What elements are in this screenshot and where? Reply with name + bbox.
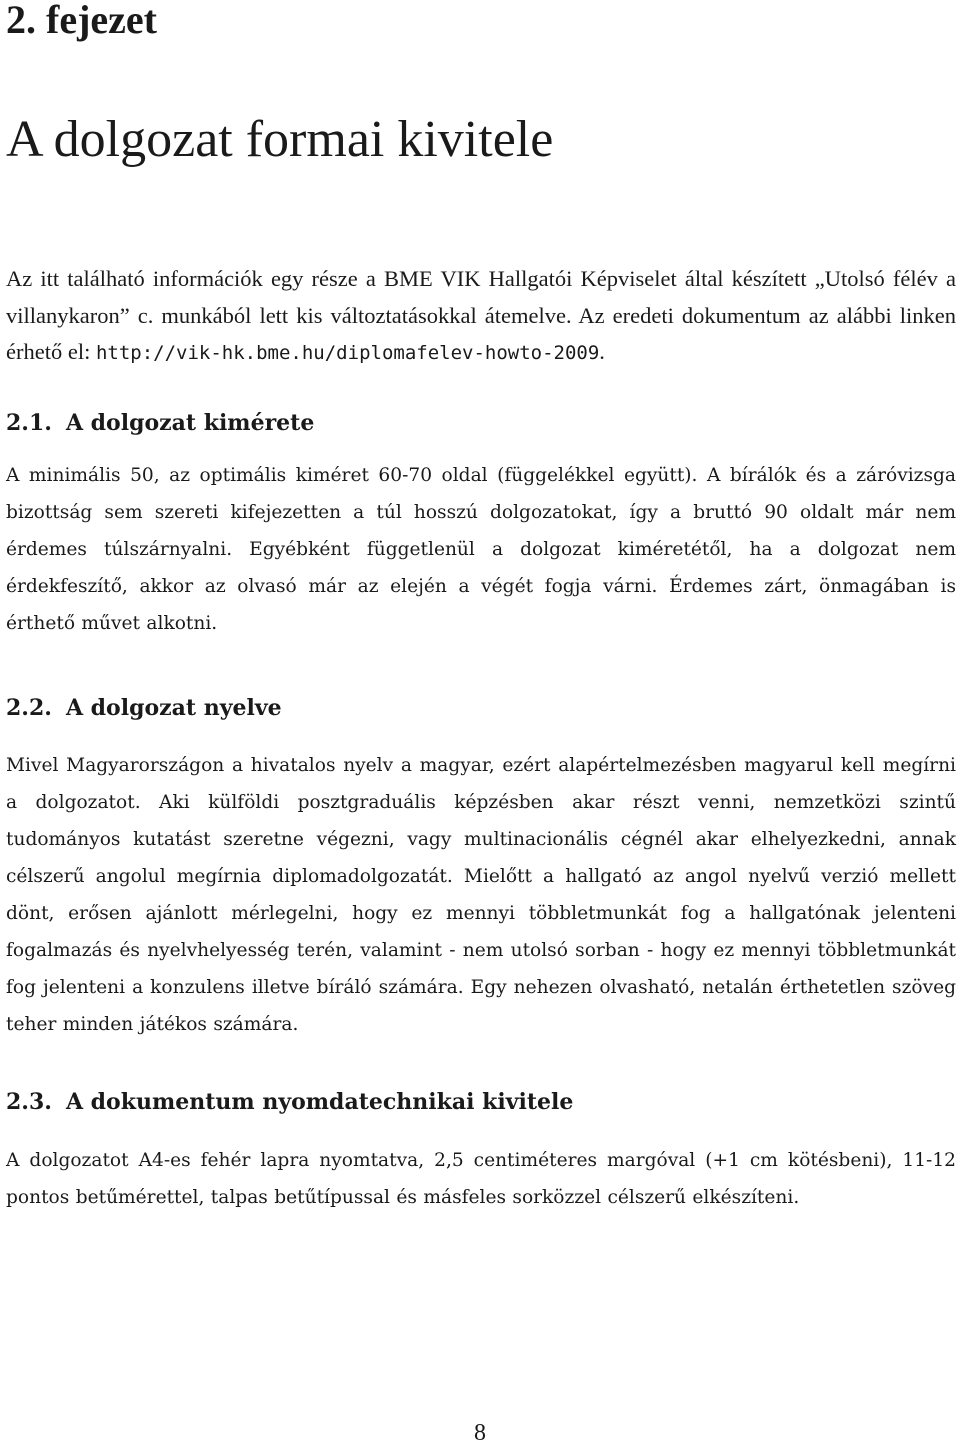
- section-heading: [6, 694, 956, 722]
- section-title: A dolgozat nyelve: [65, 695, 282, 721]
- chapter-label: 2. fejezet: [6, 0, 157, 42]
- section-number: 2.1.: [6, 410, 52, 436]
- section-heading: [6, 1088, 956, 1116]
- section-heading: [6, 409, 956, 437]
- intro-text-end: .: [599, 339, 605, 364]
- chapter-title: A dolgozat formai kivitele: [6, 111, 554, 168]
- section-title: A dokumentum nyomdatechnikai kivitele: [65, 1089, 574, 1115]
- section-body: A dolgozatot A4-es fehér lapra nyomtatva, 2,5 centiméteres margóval (+1 cm kötésbeni), 11-12 pontos betűmérettel, talpas betűtípussal és másfeles sorközzel célszerű elkészíteni.: [6, 1150, 956, 1208]
- page-number: 8: [474, 1420, 486, 1446]
- section-title: A dolgozat kimérete: [65, 410, 315, 436]
- source-link[interactable]: http://vik-hk.bme.hu/diplomafelev-howto-2009: [95, 342, 600, 364]
- intro-text: Az itt található információk egy része a BME VIK Hallgatói Képviselet által készített „Utolsó félév a villanykaron” c. munkából lett kis változtatásokkal átemelve. Az eredeti dokumentum az alábbi linken érhető el:: [6, 266, 956, 364]
- section-body: Mivel Magyarországon a hivatalos nyelv a magyar, ezért alapértelmezésben magyarul kell megírni a dolgozatot. Aki külföldi posztgraduális képzésben akar részt venni, nemzetközi szintű tudományos kutatást szeretne végezni, vagy multinacionális cégnél akar elhelyezkedni, annak célszerű angolul megírnia diplomadolgozatát. Mielőtt a hallgató az angol nyelvű verzió mellett dönt, erősen ajánlott mérlegelni, hogy ez mennyi többletmunkát fog a hallgatónak jelenteni fogalmazás és nyelvhelyesség terén, valamint - nem utolsó sorban - hogy ez mennyi többletmunkát fog jelenteni a konzulens illetve bíráló számára. Egy nehezen olvasható, netalán érthetetlen szöveg teher minden játékos számára.: [6, 755, 956, 1035]
- section-nyomdatechnikai-kivitel: [6, 1088, 956, 1216]
- section-number: 2.2.: [6, 695, 52, 721]
- section-number: 2.3.: [6, 1089, 52, 1115]
- intro-paragraph: [6, 261, 956, 372]
- section-dolgozat-kimerete: [6, 409, 956, 642]
- section-dolgozat-nyelve: [6, 694, 956, 1043]
- section-body: A minimális 50, az optimális kiméret 60-70 oldal (függelékkel együtt). A bírálók és a záróvizsga bizottság sem szereti kifejezetten a túl hosszú dolgozatokat, így a bruttó 90 oldalt már nem érdemes túlszárnyalni. Egyébként függetlenül a dolgozat kiméretétől, ha a dolgozat nem érdekfeszítő, akkor az olvasó már az elején a végét fogja várni. Érdemes zárt, önmagában is érthető művet alkotni.: [6, 465, 956, 634]
